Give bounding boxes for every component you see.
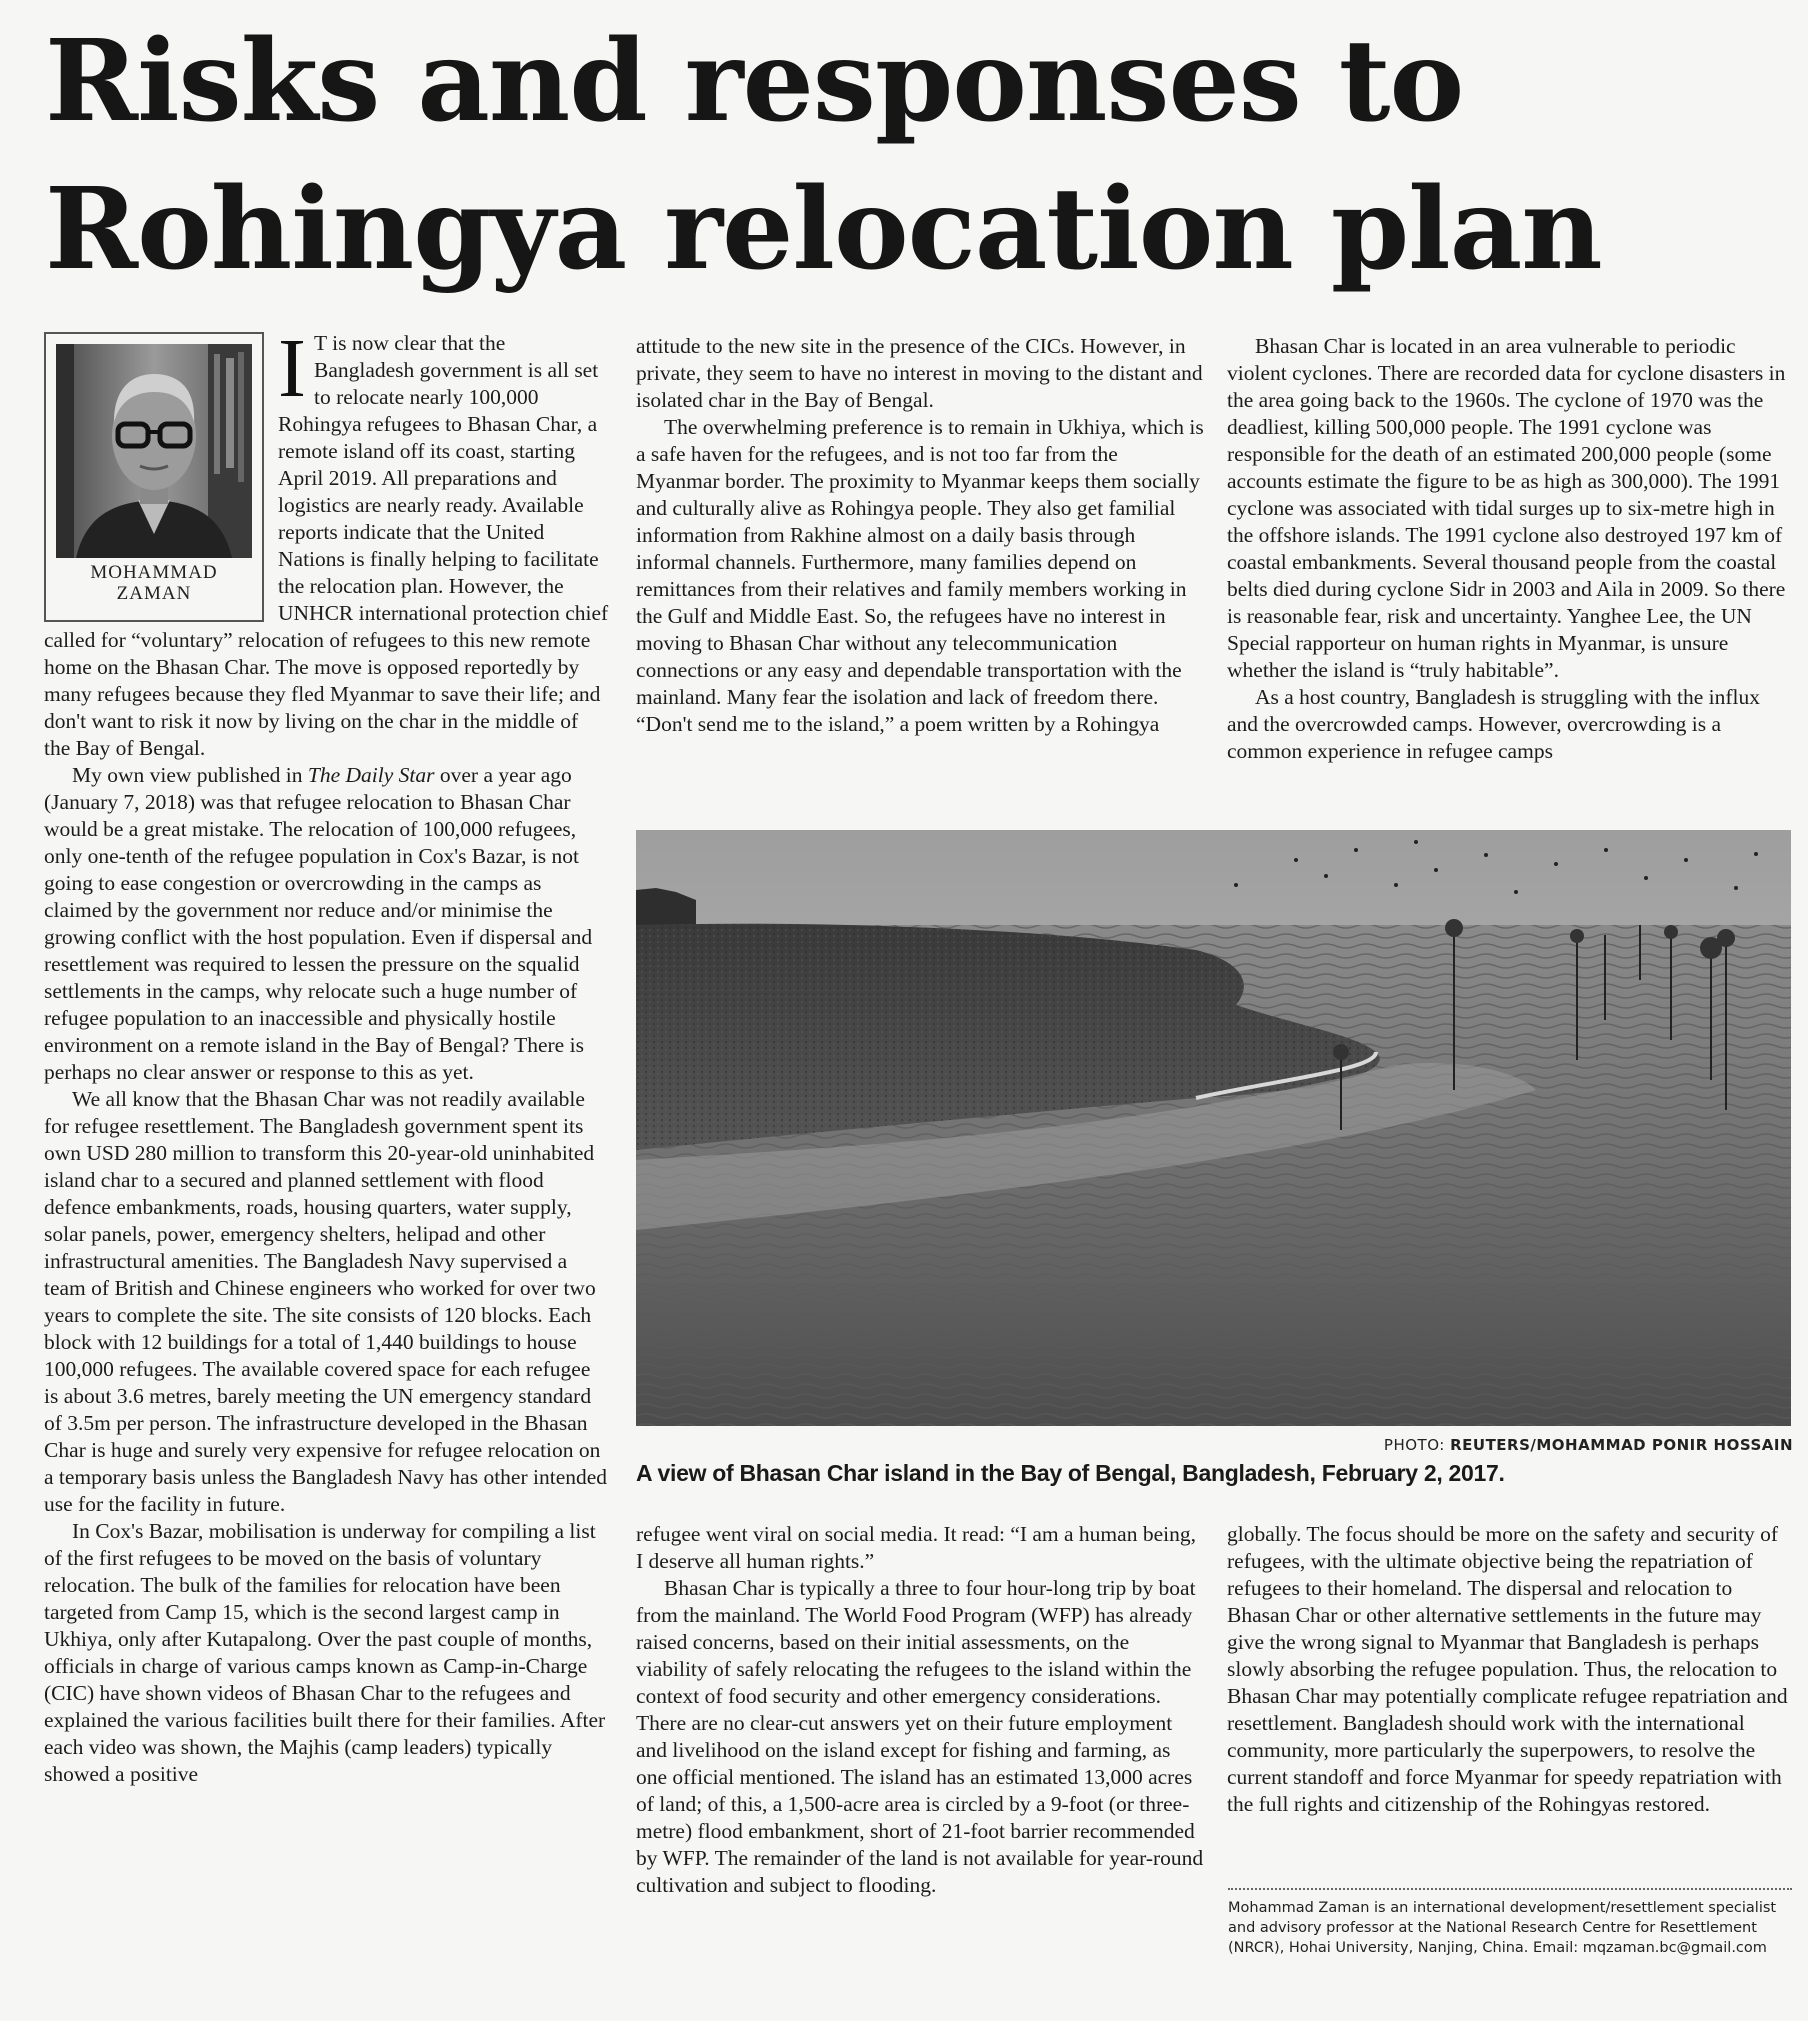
photo-credit-prefix: PHOTO: (1383, 1436, 1451, 1454)
author-portrait (56, 344, 252, 558)
paragraph: globally. The focus should be more on the safety and security of refugees, with the ultimate objective being the repatriation of refugees to their homeland. The dispersal and relocation to Bhasan Char or other alternative settlements in the future may give the wrong signal to Myanmar that Bangladesh is perhaps slowly absorbing the refugee population. Thus, the relocation to Bhasan Char may potentially complicate refugee repatriation and resettlement. Bangladesh should work with the international community, more particularly the superpowers, to resolve the current standoff and force Myanmar for speedy repatriation with the full rights and citizenship of the Rohingyas restored. (1227, 1522, 1788, 1816)
paragraph: Bhasan Char is typically a three to four hour-long trip by boat from the mainland. The World Food Program (WFP) has already raised concerns, based on their initial assessments, on the viability of safely relocating the refugees to the island within the context of food security and other emergency considerations. There are no clear-cut answers yet on their future employment and livelihood on the island except for fishing and farming, as one official mentioned. The island has an estimated 13,000 acres of land; of this, a 1,500-acre area is circled by a 9-foot (or three-metre) flood embankment, short of 21-foot barrier recommended by WFP. The remainder of the land is not available for year-round cultivation and subject to flooding. (636, 1576, 1204, 1897)
photo-credit-source: REUTERS/MOHAMMAD PONIR HOSSAIN (1450, 1436, 1793, 1454)
paragraph-text: over a year ago (January 7, 2018) was that refugee relocation to Bhasan Char would be a great mistake. The relocation of 100,000 refugees, only one-tenth of the refugee population in Cox's Bazar, is not going to ease congestion or overcrowding in the camps as claimed by the government nor reduce and/or minimise the growing conflict with the host population. Even if dispersal and resettlement was required to lessen the pressure on the squalid settlements in the camps, why relocate such a huge number of refugee population to an inaccessible and physically hostile environment on a remote island in the Bay of Bengal? There is perhaps no clear answer or response to this as yet. (44, 763, 593, 1084)
bhasan-char-photo (636, 830, 1791, 1426)
author-name-line-2: ZAMAN (116, 583, 192, 604)
article-column-2-top (636, 333, 1206, 738)
article-column-1 (44, 322, 609, 1788)
article-column-2-bottom (636, 1521, 1206, 1899)
dropcap: I (278, 322, 306, 415)
article-column-3-top (1227, 333, 1793, 765)
author-box (44, 332, 264, 622)
paragraph: Bhasan Char is located in an area vulnerable to periodic violent cyclones. There are recorded data for cyclone disasters in the area going back to the 1960s. The cyclone of 1970 was the deadliest, killing 500,000 people. The 1991 cyclone was responsible for the death of an estimated 200,000 people (some accounts estimate the figure to be as high as 300,000). The 1991 cyclone was associated with tidal surges up to six-metre high in the offshore islands. The 1991 cyclone also destroyed 197 km of coastal embankments. Several thousand people from the coastal belts died during cyclone Sidr in 2003 and Aila in 2009. So there is reasonable fear, risk and uncertainty. Yanghee Lee, the UN Special rapporteur on human rights in Myanmar, is unsure whether the island is “truly habitable”. (1227, 334, 1786, 682)
paragraph (44, 762, 609, 1086)
bio-divider (1228, 1888, 1792, 1890)
paragraph: The overwhelming preference is to remain in Ukhiya, which is a safe haven for the refugees, and is not too far from the Myanmar border. The proximity to Myanmar keeps them socially and culturally alive as Rohingya people. They also get familial information from Rakhine almost on a daily basis through informal channels. Furthermore, many families depend on remittances from their relatives and family members working in the Gulf and Middle East. So, the refugees have no interest in moving to Bhasan Char without any telecommunication connections or any easy and dependable transportation with the mainland. Many fear the isolation and lack of freedom there. “Don't send me to the island,” a poem written by a Rohingya (636, 415, 1204, 736)
paragraph: In Cox's Bazar, mobilisation is underway for compiling a list of the first refugees to be moved on the basis of voluntary relocation. The bulk of the families for relocation have been targeted from Camp 15, which is the second largest camp in Ukhiya, only after Kutapalong. Over the past couple of months, officials in charge of various camps known as Camp-in-Charge (CIC) have shown videos of Bhasan Char to the refugees and explained the various facilities built there for their families. After each video was shown, the Majhis (camp leaders) typically showed a positive (44, 1519, 606, 1786)
publication-name: The Daily Star (307, 763, 435, 787)
headline: Risks and responses to Rohingya relocation plan (45, 16, 1602, 295)
paragraph-text: T is now clear that the Bangladesh government is all set to relocate nearly 100,000 Rohingya refugees to Bhasan Char, a remote island off its coast, starting April 2019. All preparations and logistics are nearly ready. Available reports indicate that the United Nations is finally helping to facilitate the relocation plan. However, the UNHCR international protection chief called for “voluntary” relocation of refugees to this new remote home on the Bhasan Char. The move is opposed reportedly by many refugees because they fled Myanmar to save their life; and don't want to risk it now by living on the char in the middle of the Bay of Bengal. (44, 331, 609, 760)
photo-credit (636, 1436, 1793, 1454)
article-column-3-bottom (1227, 1521, 1793, 1818)
paragraph: refugee went viral on social media. It read: “I am a human being, I deserve all human rights.” (636, 1522, 1196, 1573)
paragraph-text: My own view published in (72, 763, 308, 787)
paragraph: As a host country, Bangladesh is struggling with the influx and the overcrowded camps. However, overcrowding is a common experience in refugee camps (1227, 685, 1760, 763)
paragraph: attitude to the new site in the presence of the CICs. However, in private, they seem to have no interest in moving to the distant and isolated char in the Bay of Bengal. (636, 334, 1203, 412)
author-bio: Mohammad Zaman is an international development/resettlement specialist and advisory professor at the National Research Centre for Resettlement (NRCR), Hohai University, Nanjing, China. Email: mqzaman.bc@gmail.com (1228, 1900, 1777, 1956)
photo-caption: A view of Bhasan Char island in the Bay of Bengal, Bangladesh, February 2, 2017. (636, 1460, 1505, 1486)
paragraph: We all know that the Bhasan Char was not readily available for refugee resettlement. The Bangladesh government spent its own USD 280 million to transform this 20-year-old uninhabited island char to a secured and planned settlement with flood defence embankments, roads, housing quarters, water supply, solar panels, power, emergency shelters, helipad and other infrastructural amenities. The Bangladesh Navy supervised a team of British and Chinese engineers who worked for over two years to complete the site. The site consists of 120 blocks. Each block with 12 buildings for a total of 1,440 buildings to house 100,000 refugees. The available covered space for each refugee is about 3.6 metres, barely meeting the UN emergency standard of 3.5m per person. The infrastructure developed in the Bhasan Char is huge and surely very expensive for refugee relocation on a temporary basis unless the Bangladesh Navy has other intended use for the facility in future. (44, 1087, 608, 1516)
author-name-line-1: MOHAMMAD (90, 562, 218, 583)
island-landscape-image (636, 830, 1791, 1426)
author-name (46, 562, 262, 604)
